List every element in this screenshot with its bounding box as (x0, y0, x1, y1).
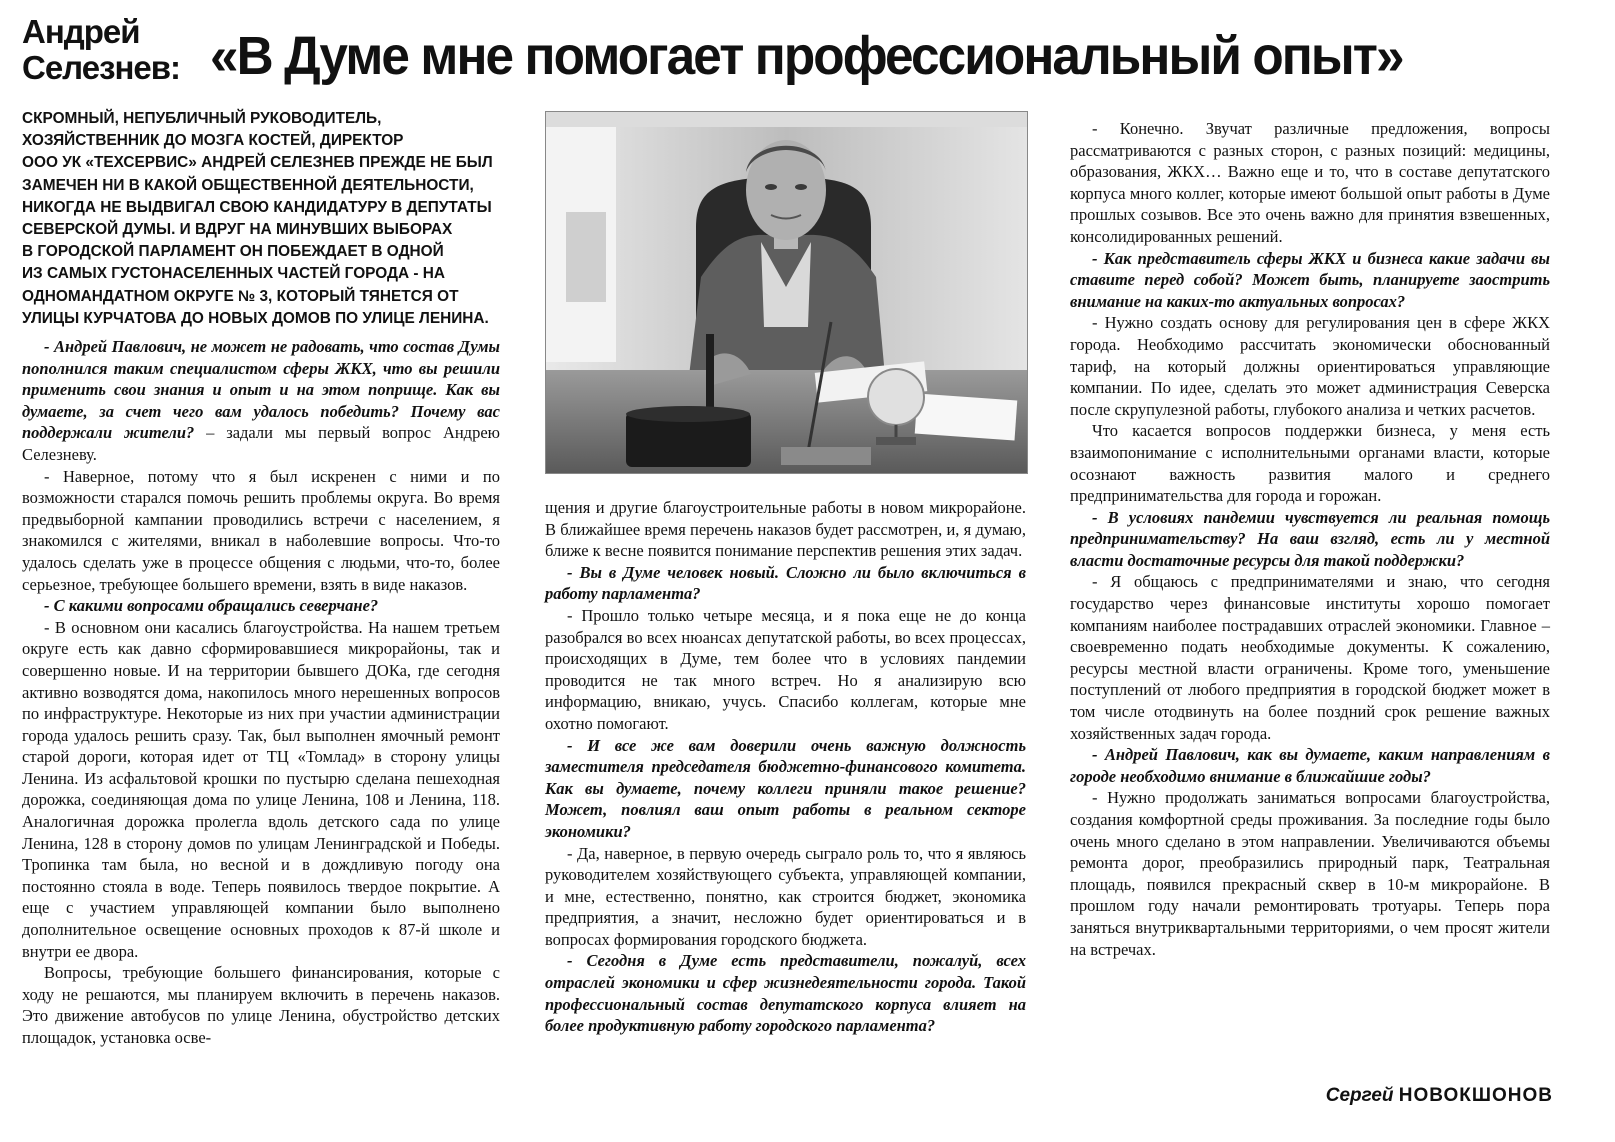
lead-line: В ГОРОДСКОЙ ПАРЛАМЕНТ ОН ПОБЕЖДАЕТ В ОДНОЙ (22, 243, 444, 261)
portrait-illustration (546, 112, 1027, 473)
author-surname: НОВОКШОНОВ (1398, 1085, 1553, 1106)
portrait-photo (545, 111, 1028, 474)
question-paragraph (22, 336, 500, 466)
lead-line: ХОЗЯЙСТВЕННИК ДО МОЗГА КОСТЕЙ, ДИРЕКТОР (22, 132, 404, 150)
lead-line: НИКОГДА НЕ ВЫДВИГАЛ СВОЮ КАНДИДАТУРУ В ДЕПУТАТЫ (22, 198, 492, 216)
answer-paragraph: - Наверное, потому что я был искренен с ними и по возможности старался помочь решить проблемы округа. Во время предвыборной кампании проводились встречи с населением, я знакомился с жителями, вникал в наболевшие вопросы. Что-то удалось сделать уже в процессе общения с людьми, что-то, более серьезное, требующее большего времени, взять в виде наказов. (22, 466, 500, 594)
question-text: - Сегодня в Думе есть представители, пожалуй, всех отраслей экономики и сфер жизнедеятельности города. Такой профессиональный состав депутатского корпуса влияет на более продуктивную работу городского парламента? (545, 951, 1026, 1036)
lead-line: ЗАМЕЧЕН НИ В КАКОЙ ОБЩЕСТВЕННОЙ ДЕЯТЕЛЬНОСТИ, (22, 176, 474, 194)
lead-line: СКРОМНЫЙ, НЕПУБЛИЧНЫЙ РУКОВОДИТЕЛЬ, (22, 110, 382, 127)
lead-line: ОДНОМАНДАТНОМ ОКРУГЕ № 3, КОТОРЫЙ ТЯНЕТСЯ ОТ (22, 287, 459, 305)
article-column-2 (545, 497, 1026, 1037)
question-text: - Вы в Думе человек новый. Сложно ли было включиться в работу парламента? (545, 562, 1026, 604)
question-text: - И все же вам доверили очень важную должность заместителя председателя бюджетно-финансового комитета. Как вы думаете, почему коллеги приняли такое решение? Может, повлиял ваш опыт работы в реальном секторе экономики? (545, 735, 1026, 841)
question-text: - С какими вопросами обращались северчане? (44, 596, 379, 616)
question-text: - В условиях пандемии чувствуется ли реальная помощь предпринимательству? На ваш взгляд, есть ли у местной власти достаточные ресурсы для такой поддержки? (1070, 507, 1550, 570)
answer-paragraph: - Да, наверное, в первую очередь сыграло роль то, что я являюсь руководителем хозяйствующего субъекта, управляющей компании, и мне, естественно, понятно, как строится бюджет, экономика предприятия, а значит, несложно будет ориентироваться и в вопросах формирования городского бюджета. (545, 843, 1026, 949)
lead-line: УЛИЦЫ КУРЧАТОВА ДО НОВЫХ ДОМОВ ПО УЛИЦЕ ЛЕНИНА. (22, 309, 489, 327)
answer-paragraph: Вопросы, требующие большего финансирования, которые с ходу не решаются, мы планируем включить в перечень наказов. Это движение автобусов по улице Ленина, обустройство детских площадок, установка осве- (22, 963, 500, 1047)
headline-title: «В Думе мне помогает профессиональный опыт» (210, 26, 1403, 86)
author-signature (1326, 1085, 1553, 1107)
answer-paragraph: - Нужно продолжать заниматься вопросами благоустройства, создания комфортной среды проживания. За последние годы было очень много сделано в этом направлении. Увеличиваются объемы ремонта дорог, преобразились природный парк, Театральная площадь, появился прекрасный сквер в 10-м микрорайоне. В прошлом году начали ремонтировать тротуары. Теперь пора заняться внутриквартальными территориями, о чем просят жители на встречах. (1070, 788, 1550, 959)
question-paragraph (1070, 248, 1550, 313)
answer-paragraph: щения и другие благоустроительные работы в новом микрорайоне. В ближайшее время перечень наказов будет рассмотрен, и, я думаю, ближе к весне появится понимание перспектив решения этих задач. (545, 498, 1026, 561)
answer-paragraph: - Я общаюсь с предпринимателями и знаю, что сегодня государство через финансовые институты хорошо помогает компаниям наиболее пострадавших отраслей экономики. Главное – своевременно подать необходимые документы. К сожалению, ресурсы местной власти ограничены. Кроме того, уменьшение поступлений от любого предприятия в городской бюджет может в том числе отодвинуть на более поздний срок решение важных хозяйственных задач города. (1070, 572, 1550, 743)
answer-paragraph: - Прошло только четыре месяца, и я пока еще не до конца разобрался во всех нюансах депутатской работы, во всех процессах, происходящих в Думе, тем более что в условиях пандемии проводится не так много встреч. Но я анализирую всю информацию, вникаю, учусь. Спасибо коллегам, которые мне охотно помогают. (545, 605, 1026, 733)
lead-line: ООО УК «ТЕХСЕРВИС» АНДРЕЙ СЕЛЕЗНЕВ ПРЕЖДЕ НЕ БЫЛ (22, 154, 493, 172)
lead-line: СЕВЕРСКОЙ ДУМЫ. И ВДРУГ НА МИНУВШИХ ВЫБОРАХ (22, 221, 453, 239)
question-text: - Андрей Павлович, не может не радовать, что состав Думы пополнился таким специалистом сферы ЖКХ, что вы решили применить свои знания и опыт и на этом поприще. Как вы думаете, за счет чего вам удалось победить? Почему вас поддержали жители? (22, 337, 500, 443)
answer-paragraph: Что касается вопросов поддержки бизнеса, у меня есть взаимопонимание с исполнительными органами власти, которые осознают важность развития малого и среднего предпринимательства для города и горожан. (1070, 421, 1550, 506)
headline-name-line1: Андрей (22, 13, 140, 50)
answer-paragraph: - Конечно. Звучат различные предложения, вопросы рассматриваются с разных сторон, с разных позиций: медицины, образования, ЖКХ… Важно еще и то, что в составе депутатского корпуса много коллег, которые имеют большой опыт работы в Думе прошлых созывов. Все это очень важно для принятия взвешенных, консолидированных решений. (1070, 119, 1550, 246)
question-text: - Как представитель сферы ЖКХ и бизнеса какие задачи вы ставите перед собой? Может быть, планируете заострить внимание на каких-то актуальных вопросах? (1070, 248, 1550, 311)
answer-paragraph: - Нужно создать основу для регулирования цен в сфере ЖКХ города. Необходимо рассчитать экономически обоснованный тариф, на который должны ориентироваться управляющие компании. По идее, сделать это может администрация Северска после скрупулезной работы, глубокого анализа и четких расчетов. (1070, 313, 1550, 419)
lead-paragraph (22, 108, 502, 330)
article-column-1 (22, 336, 500, 1049)
question-paragraph (1070, 507, 1550, 572)
question-paragraph (545, 735, 1026, 843)
question-text: - Андрей Павлович, как вы думаете, каким направлениям в городе необходимо внимание в ближайшие годы? (1070, 745, 1550, 786)
lead-line: ИЗ САМЫХ ГУСТОНАСЕЛЕННЫХ ЧАСТЕЙ ГОРОДА - НА (22, 265, 445, 283)
author-first-name: Сергей (1325, 1085, 1394, 1106)
question-paragraph (545, 950, 1026, 1036)
headline-name-line2: Селезнев: (22, 49, 181, 86)
question-paragraph (1070, 744, 1550, 787)
article-column-3 (1070, 118, 1550, 960)
question-tail-text: – задали мы первый вопрос Андрею Селезневу. (22, 423, 500, 464)
answer-paragraph: - В основном они касались благоустройства. На нашем третьем округе есть как давно сформировавшиеся микрорайоны, так и совершенно новые. И на территории бывшего ДОКа, где сегодня активно возводятся дома, накопилось много нерешенных вопросов по инфраструктуре. Некоторые из них при участии администрации города удалось решить сразу. Так, был выполнен ямочный ремонт старой дороги, которая идет от ТЦ «Томлад» в сторону улицы Ленина. Из асфальтовой крошки по пустырю сделана пешеходная дорожка, соединяющая дома по улице Ленина, 108 и Ленина, 118. Аналогичная дорожка пролегла вдоль детского сада по улице Ленина, 128 в сторону домов по улицам Ленинградской и Победы. Тропинка там была, но весной и в дождливую погоду она постоянно стояла в воде. Теперь появилось твердое покрытие. А еще с участием управляющей компании было выполнено дополнительное освещение основных проходов к 87-й школе и внутри ее двора. (22, 617, 500, 961)
headline-name (22, 14, 192, 86)
question-paragraph (545, 562, 1026, 605)
question-paragraph (22, 595, 500, 617)
